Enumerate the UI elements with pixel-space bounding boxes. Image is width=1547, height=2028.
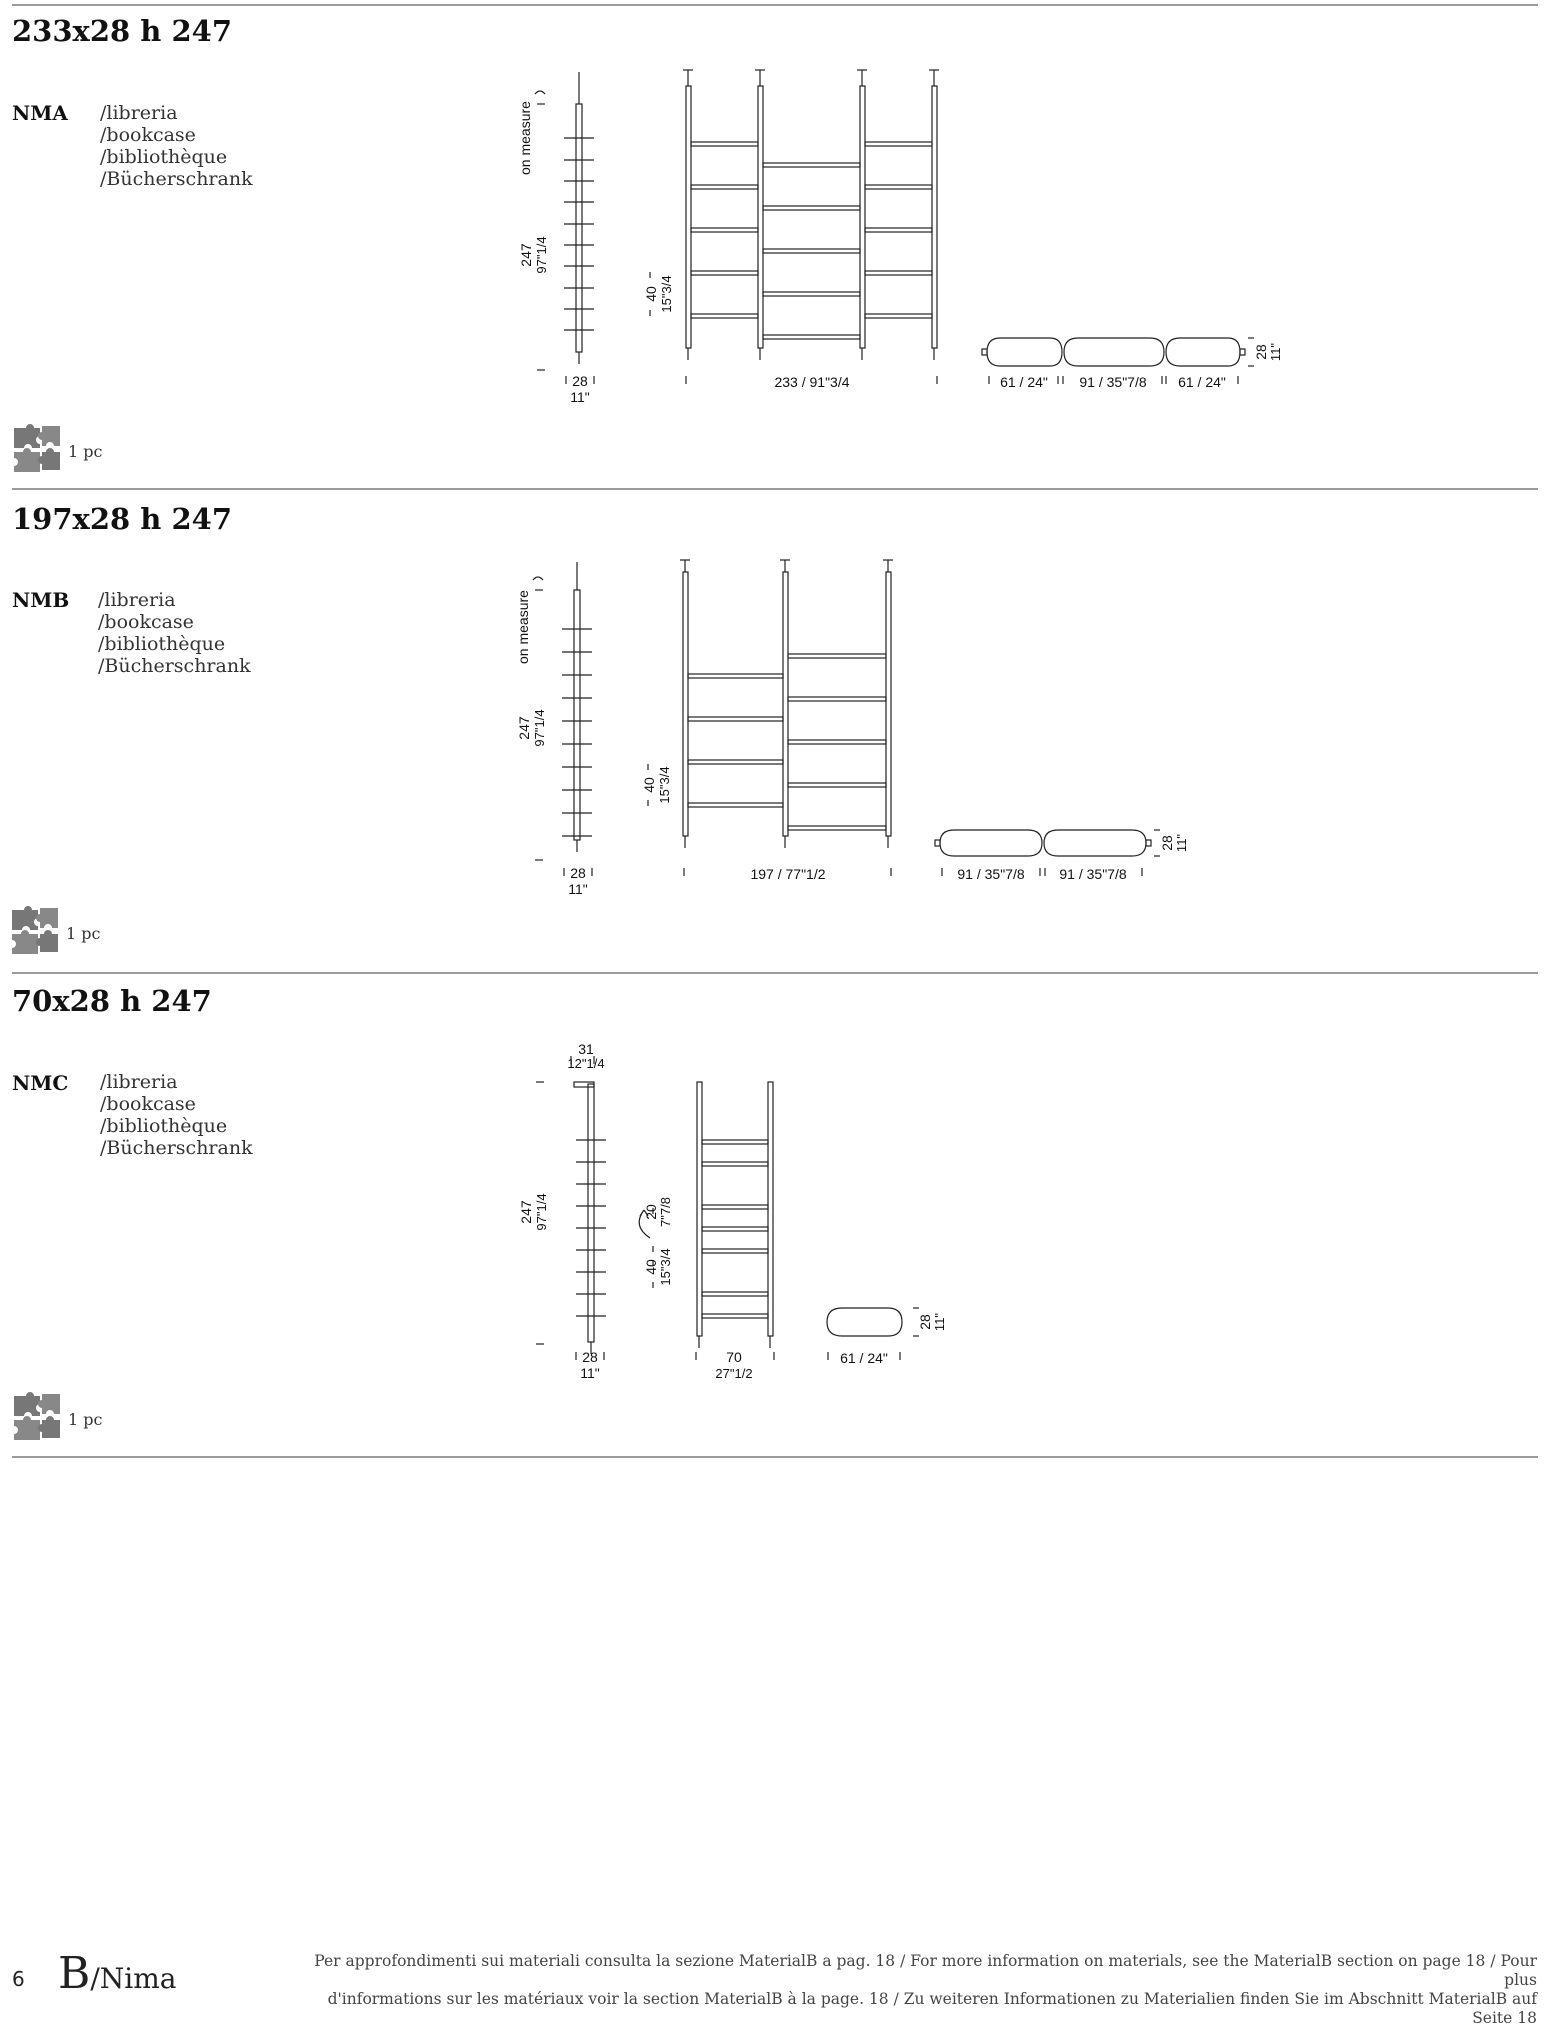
depth-cm: 28 [572,373,588,389]
pieces-count: 1 pc [66,924,101,943]
name-de: /Bücherschrank [100,1137,253,1159]
plan-depth-cm: 28 [1159,835,1175,851]
height-in: 97"1/4 [534,236,549,274]
plan-width-1: 91 / 35"7/8 [957,866,1025,882]
brand-name: /Nima [90,1962,177,1995]
width-cm: 70 [726,1349,742,1365]
width-in: 27"1/2 [715,1366,753,1381]
page-number: 6 [12,1967,25,1991]
name-en: /bookcase [100,124,196,146]
plan-width-2: 91 / 35"7/8 [1079,374,1147,390]
height-in: 97"1/4 [534,1193,549,1231]
section-title: 197x28 h 247 [12,502,232,536]
plan-depth-in: 11" [1268,342,1283,362]
depth-in: 11" [570,389,590,405]
plan-depth-cm: 28 [1253,344,1269,360]
name-it: /libreria [100,102,178,124]
model-code: NMA [12,101,68,125]
name-it: /libreria [98,589,176,611]
spacing-cm: 40 [643,1259,659,1275]
model-code: NMC [12,1071,69,1095]
on-measure-label: on measure [515,590,531,664]
plan-width-1: 61 / 24" [1000,374,1048,390]
name-de: /Bücherschrank [100,168,253,190]
height-in: 97"1/4 [532,709,547,747]
step-cm: 20 [643,1204,659,1220]
brand-logo [58,1948,176,1999]
spacing-cm: 40 [641,777,657,793]
height-cm: 247 [518,243,534,267]
section-divider [12,1456,1538,1458]
name-fr: /bibliothèque [98,633,226,655]
footer-note-line: Per approfondimenti sui materiali consulta la sezione MaterialB a pag. 18 / For more information on materials, see the MaterialB section on page 18 / Pour plus [314,1952,1537,1989]
depth-cm: 28 [570,865,586,881]
plan-depth-in: 11" [1174,833,1189,853]
name-fr: /bibliothèque [100,1115,228,1137]
step-in: 7"7/8 [658,1197,673,1227]
footer-note [287,1952,1537,2028]
depth-in: 11" [568,881,588,897]
spacing-in: 15"3/4 [658,1248,673,1286]
section-title: 233x28 h 247 [12,14,232,48]
top-in: 12"1/4 [567,1056,605,1071]
plan-depth-cm: 28 [917,1314,933,1330]
name-fr: /bibliothèque [100,146,228,168]
section-title: 70x28 h 247 [12,984,212,1018]
top-cm: 31 [578,1041,594,1057]
pieces-count: 1 pc [68,1410,103,1429]
depth-in: 11" [580,1365,600,1381]
width-label: 233 / 91"3/4 [774,374,850,390]
plan-width-3: 61 / 24" [1178,374,1226,390]
spacing-cm: 40 [643,286,659,302]
plan-width-1: 61 / 24" [840,1350,888,1366]
puzzle-icon [12,1392,62,1442]
model-code: NMB [12,588,70,612]
name-en: /bookcase [100,1093,196,1115]
name-it: /libreria [100,1071,178,1093]
name-de: /Bücherschrank [98,655,251,677]
height-cm: 247 [518,1200,534,1224]
spacing-in: 15"3/4 [659,275,674,313]
on-measure-label: on measure [517,101,533,175]
depth-cm: 28 [582,1349,598,1365]
spacing-in: 15"3/4 [657,766,672,804]
width-label: 197 / 77"1/2 [750,866,826,882]
plan-width-2: 91 / 35"7/8 [1059,866,1127,882]
plan-depth-in: 11" [932,1312,947,1332]
pieces-count: 1 pc [68,442,103,461]
name-en: /bookcase [98,611,194,633]
footer-note-line: d'informations sur les matériaux voir la section MaterialB à la page. 18 / Zu weiteren Informationen zu Materialien finden Sie im Abschnitt MaterialB auf Seite 18 [327,1990,1537,2027]
height-cm: 247 [516,716,532,740]
brand-b: B [58,1948,91,1999]
